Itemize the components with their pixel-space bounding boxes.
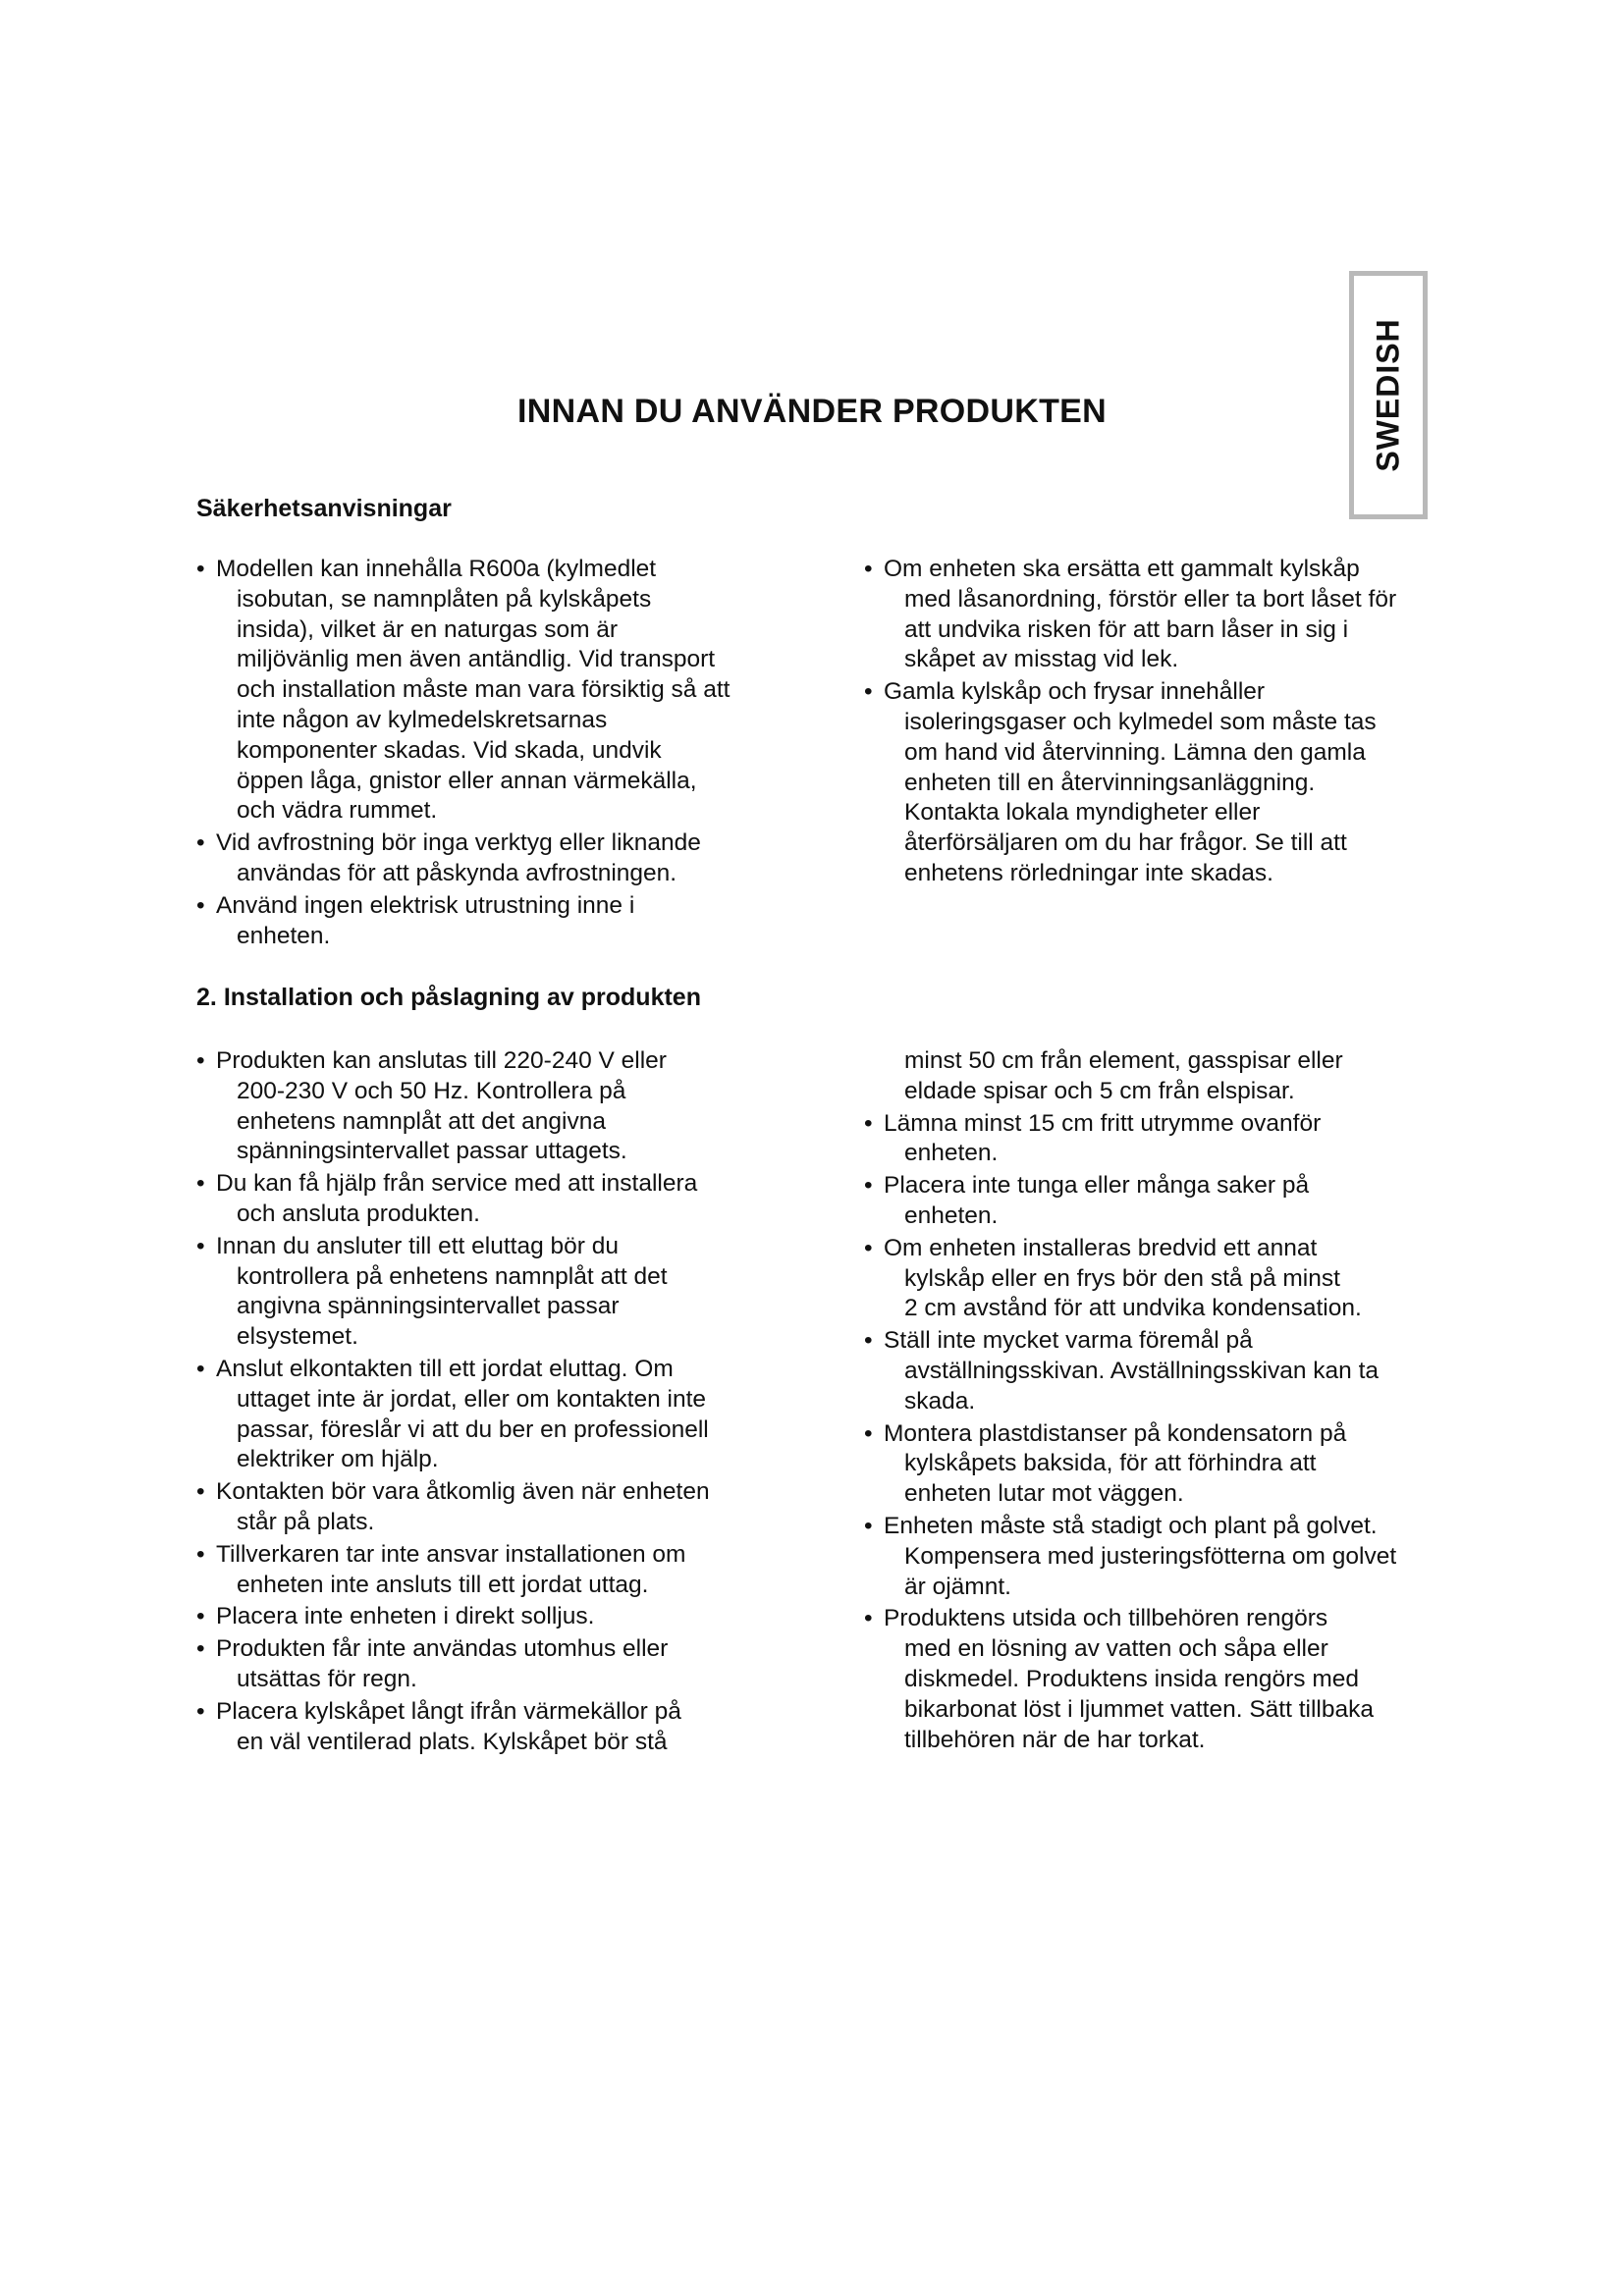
text-line: återförsäljaren om du har frågor. Se till att: [904, 829, 1347, 857]
text-line: angivna spänningsintervallet passar: [237, 1293, 620, 1320]
bullet-item: [864, 1512, 1473, 1602]
bullet-item: [864, 555, 1473, 675]
text-line: kontrollera på enhetens namnplåt att det: [237, 1262, 668, 1290]
page-title: INNAN DU ANVÄNDER PRODUKTEN: [517, 393, 1107, 430]
text-line: Tillverkaren tar inte ansvar installationen om: [216, 1540, 686, 1568]
bullet-item: [864, 1234, 1473, 1324]
text-line: Innan du ansluter till ett eluttag bör du: [216, 1232, 619, 1259]
text-line: spänningsintervallet passar uttagets.: [237, 1138, 627, 1165]
text-line: Lämna minst 15 cm fritt utrymme ovanför: [884, 1109, 1322, 1137]
text-line: Vid avfrostning bör inga verktyg eller liknande: [216, 829, 701, 857]
text-line: enheten.: [904, 1201, 999, 1229]
text-line: eldade spisar och 5 cm från elspisar.: [904, 1077, 1295, 1104]
installation-list-left: [196, 1046, 805, 1759]
bullet-icon: •: [196, 1697, 205, 1725]
text-line: Om enheten installeras bredvid ett annat: [884, 1234, 1318, 1261]
text-line: diskmedel. Produktens insida rengörs med: [904, 1665, 1360, 1692]
text-line: Produkten får inte användas utomhus eller: [216, 1635, 669, 1663]
bullet-icon: •: [196, 1232, 205, 1259]
text-line: enheten till en återvinningsanläggning.: [904, 769, 1316, 796]
text-line: med en lösning av vatten och såpa eller: [904, 1635, 1328, 1663]
text-line: minst 50 cm från element, gasspisar eller: [904, 1047, 1343, 1074]
text-line: Om enheten ska ersätta ett gammalt kylskåp: [884, 556, 1360, 582]
text-line: bikarbonat löst i ljummet vatten. Sätt tillbaka: [904, 1695, 1374, 1723]
installation-list-right: [864, 1046, 1473, 1757]
text-line: enheten lutar mot väggen.: [904, 1480, 1184, 1508]
bullet-icon: •: [864, 678, 873, 706]
bullet-item: [196, 1169, 805, 1230]
text-line: Kontakta lokala myndigheter eller: [904, 799, 1261, 827]
bullet-item: [196, 1355, 805, 1475]
bullet-item: [864, 1419, 1473, 1510]
section-number: 2.: [196, 984, 217, 1011]
text-line: 200-230 V och 50 Hz. Kontrollera på: [237, 1077, 626, 1104]
text-line: skada.: [904, 1387, 976, 1415]
text-line: enheten.: [237, 922, 331, 949]
text-line: 2 cm avstånd för att undvika kondensation.: [904, 1295, 1362, 1322]
text-line: utsättas för regn.: [237, 1665, 417, 1692]
text-line: passar, föreslår vi att du ber en professionell: [237, 1415, 709, 1443]
bullet-item: [864, 677, 1473, 889]
safety-list-left: [196, 555, 805, 953]
text-line: Montera plastdistanser på kondensatorn på: [884, 1419, 1347, 1447]
text-line: står på plats.: [237, 1508, 375, 1535]
bullet-item: [196, 891, 805, 952]
bullet-item-continuation: [864, 1046, 1473, 1107]
text-line: och installation måste man vara försiktig så att: [237, 676, 731, 704]
bullet-icon: •: [196, 556, 205, 582]
bullet-item: [196, 1046, 805, 1167]
text-line: och ansluta produkten.: [237, 1200, 480, 1227]
bullet-icon: •: [196, 1540, 205, 1568]
bullet-icon: •: [196, 1603, 205, 1630]
text-line: miljövänlig men även antändlig. Vid transport: [237, 646, 716, 673]
text-line: uttaget inte är jordat, eller om kontakten inte: [237, 1385, 707, 1413]
text-line: Gamla kylskåp och frysar innehåller: [884, 678, 1266, 706]
bullet-item: [196, 828, 805, 889]
bullet-item: [196, 1477, 805, 1538]
text-line: en väl ventilerad plats. Kylskåpet bör stå: [237, 1728, 668, 1755]
text-line: Kontakten bör vara åtkomlig även när enheten: [216, 1478, 710, 1506]
bullet-icon: •: [864, 1172, 873, 1200]
text-line: isobutan, se namnplåten på kylskåpets: [237, 585, 652, 613]
text-line: enhetens rörledningar inte skadas.: [904, 859, 1273, 886]
text-line: Placera inte tunga eller många saker på: [884, 1172, 1310, 1200]
bullet-icon: •: [196, 1478, 205, 1506]
bullet-item: [196, 1634, 805, 1695]
text-line: enhetens namnplåt att det angivna: [237, 1107, 606, 1135]
bullet-item: [864, 1326, 1473, 1416]
text-line: Produktens utsida och tillbehören rengörs: [884, 1605, 1328, 1632]
bullet-item: [864, 1171, 1473, 1232]
text-line: skåpet av misstag vid lek.: [904, 646, 1179, 673]
bullet-icon: •: [864, 1234, 873, 1261]
bullet-item: [196, 1540, 805, 1601]
bullet-item: [196, 1232, 805, 1353]
text-line: Modellen kan innehålla R600a (kylmedlet: [216, 556, 657, 582]
text-line: tillbehören när de har torkat.: [904, 1726, 1206, 1753]
text-line: Placera kylskåpet långt ifrån värmekällor på: [216, 1697, 681, 1725]
bullet-icon: •: [196, 1635, 205, 1663]
bullet-icon: •: [196, 1047, 205, 1074]
section-heading-safety: Säkerhetsanvisningar: [196, 495, 452, 522]
bullet-item: [196, 1697, 805, 1758]
text-line: insida), vilket är en naturgas som är: [237, 615, 619, 643]
text-line: Du kan få hjälp från service med att installera: [216, 1170, 698, 1198]
text-line: isoleringsgaser och kylmedel som måste tas: [904, 708, 1377, 735]
text-line: Placera inte enheten i direkt solljus.: [216, 1603, 595, 1630]
text-line: komponenter skadas. Vid skada, undvik: [237, 736, 662, 764]
text-line: är ojämnt.: [904, 1573, 1011, 1600]
text-line: Enheten måste stå stadigt och plant på golvet.: [884, 1512, 1378, 1539]
language-tab-label: SWEDISH: [1370, 318, 1406, 472]
bullet-item: [196, 555, 805, 827]
bullet-icon: •: [864, 556, 873, 582]
bullet-icon: •: [864, 1327, 873, 1355]
text-line: med låsanordning, förstör eller ta bort låset för: [904, 585, 1397, 613]
bullet-icon: •: [196, 891, 205, 919]
bullet-item: [864, 1604, 1473, 1755]
text-line: att undvika risken för att barn låser in sig i: [904, 615, 1349, 643]
bullet-icon: •: [864, 1605, 873, 1632]
bullet-icon: •: [864, 1419, 873, 1447]
bullet-icon: •: [196, 829, 205, 857]
text-line: avställningsskivan. Avställningsskivan kan ta: [904, 1357, 1380, 1384]
bullet-icon: •: [196, 1170, 205, 1198]
text-line: enheten inte ansluts till ett jordat uttag.: [237, 1571, 649, 1598]
text-line: användas för att påskynda avfrostningen.: [237, 859, 677, 886]
text-line: Använd ingen elektrisk utrustning inne i: [216, 891, 635, 919]
bullet-icon: •: [864, 1109, 873, 1137]
text-line: elsystemet.: [237, 1323, 358, 1351]
text-line: öppen låga, gnistor eller annan värmekälla,: [237, 767, 697, 794]
safety-list-right: [864, 555, 1473, 891]
text-line: kylskåpets baksida, för att förhindra att: [904, 1450, 1317, 1477]
text-line: om hand vid återvinning. Lämna den gamla: [904, 738, 1366, 766]
bullet-item: [864, 1109, 1473, 1170]
text-line: och vädra rummet.: [237, 797, 438, 825]
text-line: elektriker om hjälp.: [237, 1446, 439, 1473]
text-line: Produkten kan anslutas till 220-240 V eller: [216, 1047, 667, 1074]
section-title: Installation och påslagning av produkten: [223, 984, 701, 1011]
bullet-icon: •: [864, 1512, 873, 1539]
text-line: Ställ inte mycket varma föremål på: [884, 1327, 1253, 1355]
text-line: enheten.: [904, 1140, 999, 1167]
text-line: Anslut elkontakten till ett jordat eluttag. Om: [216, 1355, 674, 1382]
text-line: Kompensera med justeringsfötterna om golvet: [904, 1542, 1397, 1570]
bullet-item: [196, 1602, 805, 1632]
section-heading-installation: [196, 984, 701, 1012]
text-line: kylskåp eller en frys bör den stå på minst: [904, 1264, 1340, 1292]
bullet-icon: •: [196, 1355, 205, 1382]
text-line: inte någon av kylmedelskretsarnas: [237, 706, 608, 733]
